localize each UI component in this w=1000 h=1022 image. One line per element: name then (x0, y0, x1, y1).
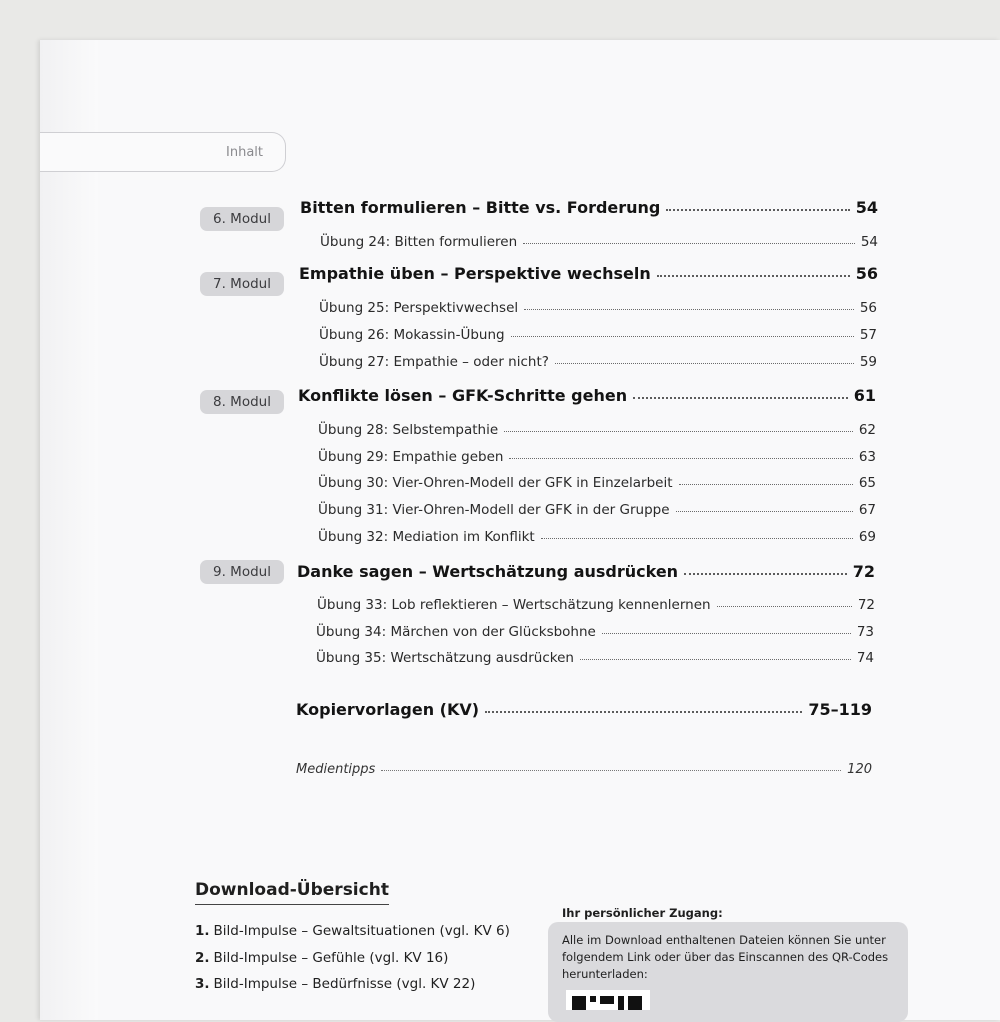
toc-exercise-row (319, 354, 877, 370)
toc-exercise-row (318, 529, 876, 545)
exercise-title: Übung 34: Märchen von der Glücksbohne (316, 624, 596, 640)
exercise-title: Übung 25: Perspektivwechsel (319, 300, 519, 316)
page-number: 120 (847, 762, 872, 777)
page-number: 56 (859, 300, 877, 316)
toc-exercise-row (318, 422, 876, 438)
download-item (195, 950, 448, 966)
page-number: 54 (855, 198, 878, 217)
exercise-title: Übung 31: Vier-Ohren-Modell der GFK in der Gruppe (318, 502, 670, 518)
toc-media-tips-row (296, 762, 872, 777)
dot-leader (684, 572, 847, 575)
download-item-text: Bild-Impulse – Gewaltsituationen (213, 923, 436, 939)
module-badge: 8. Modul (200, 390, 284, 414)
toc-module-row (298, 386, 876, 405)
toc-exercise-row (318, 475, 876, 491)
exercise-title: Übung 24: Bitten formulieren (320, 234, 518, 250)
exercise-title: Übung 29: Empathie geben (318, 449, 504, 465)
dot-leader (666, 208, 849, 211)
dot-leader (679, 483, 853, 485)
page-number: 69 (858, 529, 876, 545)
toc-exercise-row (319, 300, 877, 316)
toc-exercise-row (316, 624, 874, 640)
exercise-title: Übung 26: Mokassin-Übung (319, 327, 505, 343)
dot-leader (381, 769, 841, 771)
dot-leader (633, 396, 848, 399)
page-number: 67 (858, 502, 876, 518)
dot-leader (511, 335, 854, 337)
module-title: Bitten formulieren – Bitte vs. Forderung (300, 198, 661, 217)
exercise-title: Übung 32: Mediation im Konflikt (318, 529, 535, 545)
download-item (195, 923, 510, 939)
dot-leader (504, 430, 853, 432)
toc-exercise-row (318, 502, 876, 518)
toc-exercise-row (317, 597, 875, 613)
exercise-title: Übung 33: Lob reflektieren – Wertschätzung kennenlernen (317, 597, 711, 613)
dot-leader (523, 242, 855, 244)
exercise-title: Übung 35: Wertschätzung ausdrücken (316, 650, 574, 666)
module-badge: 6. Modul (200, 207, 284, 231)
page-gutter-shade (40, 40, 98, 1020)
dot-leader (524, 308, 854, 310)
dot-leader (717, 605, 852, 607)
toc-module-row (297, 562, 875, 581)
toc-exercise-row (318, 449, 876, 465)
media-tips-title: Medientipps (296, 762, 376, 777)
toc-exercise-row (316, 650, 874, 666)
page-number: 62 (858, 422, 876, 438)
dot-leader (580, 658, 851, 660)
page-number: 75–119 (808, 700, 872, 719)
exercise-title: Übung 30: Vier-Ohren-Modell der GFK in Einzelarbeit (318, 475, 673, 491)
module-title: Danke sagen – Wertschätzung ausdrücken (297, 562, 679, 581)
module-title: Konflikte lösen – GFK-Schritte gehen (298, 386, 628, 405)
dot-leader (541, 537, 853, 539)
copy-templates-title: Kopiervorlagen (KV) (296, 700, 480, 719)
dot-leader (485, 710, 802, 713)
dot-leader (676, 510, 853, 512)
dot-leader (555, 362, 854, 364)
dot-leader (509, 457, 852, 459)
dot-leader (657, 274, 850, 277)
module-title: Empathie üben – Perspektive wechseln (299, 264, 651, 283)
download-item (195, 976, 475, 992)
dot-leader (602, 632, 851, 634)
page-number: 65 (858, 475, 876, 491)
toc-module-row (300, 198, 878, 217)
download-heading: Download-Übersicht (195, 880, 389, 905)
toc-copy-templates-row (296, 700, 872, 719)
toc-exercise-row (319, 327, 877, 343)
page-number: 54 (860, 234, 878, 250)
page-number: 73 (856, 624, 874, 640)
access-text: Alle im Download enthaltenen Dateien können Sie unter folgendem Link oder über das Einscannen des QR-Codes herunterladen: (562, 933, 889, 981)
page-number: 56 (855, 264, 878, 283)
access-label: Ihr persönlicher Zugang: (562, 906, 723, 920)
page-number: 61 (853, 386, 876, 405)
download-item-number: 3. (195, 976, 210, 992)
qr-code[interactable] (566, 990, 650, 1010)
page-number: 72 (852, 562, 875, 581)
download-item-ref: (vgl. KV 22) (396, 976, 476, 992)
toc-module-row (299, 264, 878, 283)
download-item-number: 1. (195, 923, 210, 939)
page-number: 74 (856, 650, 874, 666)
page-number: 72 (857, 597, 875, 613)
module-badge: 7. Modul (200, 272, 284, 296)
section-label: Inhalt (226, 145, 263, 160)
download-item-ref: (vgl. KV 16) (369, 950, 449, 966)
module-badge: 9. Modul (200, 560, 284, 584)
page-number: 57 (859, 327, 877, 343)
toc-exercise-row (320, 234, 878, 250)
page-number: 59 (859, 354, 877, 370)
exercise-title: Übung 28: Selbstempathie (318, 422, 499, 438)
download-item-number: 2. (195, 950, 210, 966)
download-item-text: Bild-Impulse – Bedürfnisse (213, 976, 393, 992)
download-item-text: Bild-Impulse – Gefühle (213, 950, 366, 966)
exercise-title: Übung 27: Empathie – oder nicht? (319, 354, 549, 370)
download-item-ref: (vgl. KV 6) (439, 923, 510, 939)
page-number: 63 (858, 449, 876, 465)
